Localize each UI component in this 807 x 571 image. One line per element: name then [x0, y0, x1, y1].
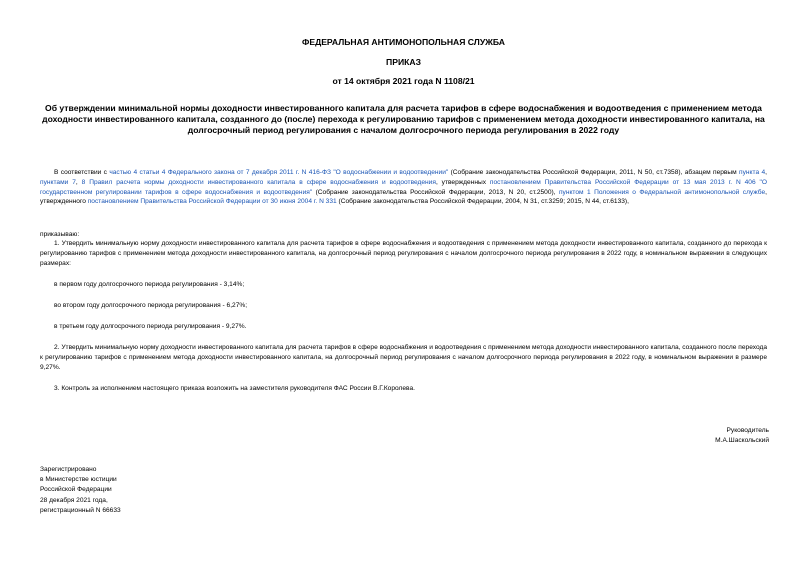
registration-line: в Министерстве юстиции: [40, 476, 117, 484]
order-word: приказываю:: [40, 231, 80, 238]
fas-regulation-point-1-link[interactable]: пунктом 1 Положения о Федеральной антимонопольной службе: [558, 188, 766, 196]
resolution-406-link[interactable]: постановлением Правительства Российской Федерации от 13 мая 2013 г. N 406 "О государственном регулировании тарифов в сфере водоснабжения и водоотведения": [40, 178, 768, 196]
registration-number: регистрационный N 66633: [40, 506, 121, 514]
resolution-331-link[interactable]: постановлением Правительства Российской Федерации от 30 июня 2004 г. N 331: [87, 198, 337, 206]
item-1-year-2: во втором году долгосрочного периода регулирования - 6,27%;: [54, 302, 248, 309]
item-1-year-3: в третьем году долгосрочного периода регулирования - 9,27%.: [54, 323, 247, 330]
basis-text: , утвержденных: [435, 178, 490, 186]
rules-point-8-link[interactable]: 8 Правил расчета нормы доходности инвестированного капитала в сфере водоснабжения и водоотведения: [81, 178, 436, 186]
basis-text: В соответствии с: [54, 169, 110, 176]
basis-text: (Собрание законодательства Российской Федерации, 2013, N 20, ст.2500),: [312, 188, 559, 196]
basis-text: (Собрание законодательства Российской Федерации, 2011, N 50, ст.7358), абзацем первым: [448, 169, 740, 176]
item-1-year-1: в первом году долгосрочного периода регулирования - 3,14%;: [54, 281, 245, 288]
registration-date: 28 декабря 2021 года,: [40, 496, 108, 504]
item-3-paragraph: 3. Контроль за исполнением настоящего приказа возложить на заместителя руководителя ФАС России В.Г.Королева.: [54, 385, 415, 392]
rules-point-4-link[interactable]: пункта 4: [739, 169, 766, 176]
basis-text: ,: [765, 169, 767, 176]
document-title: Об утверждении минимальной нормы доходности инвестированного капитала для расчета тарифов в сфере водоснабжения и водоотведения с применением метода доходности инвестированного капитала, созданного до (после) перехода к регулированию тарифов с применением метода доходности инвестированного капитала, на долгосрочный период регулирования с началом долгосрочного периода регулирования в 2022 году: [42, 103, 765, 135]
item-1-paragraph: 1. Утвердить минимальную норму доходности инвестированного капитала для расчета тарифов в сфере водоснабжения и водоотведения с применением метода доходности инвестированного капитала, созданного до перехода к регулированию тарифов с применением метода доходности инвестированного капитала, на долгосрочный период регулирования с началом долгосрочного периода регулирования в 2022 году, в номинальном выражении в следующих размерах:: [40, 240, 767, 267]
rules-point-7-link[interactable]: пунктами 7: [40, 178, 76, 186]
registration-line: Зарегистрировано: [40, 466, 97, 473]
item-2-paragraph: 2. Утвердить минимальную норму доходности инвестированного капитала для расчета тарифов в сфере водоснабжения и водоотведения с применением метода доходности инвестированного капитала, созданного после перехода к регулированию тарифов с применением метода доходности инвестированного капитала, на долгосрочный период регулирования с началом долгосрочного периода регулирования в 2022 году, в номинальном выражении в размере 9,27%.: [40, 344, 767, 371]
signatory-position: Руководитель: [726, 427, 769, 434]
basis-text: (Собрание законодательства Российской Федерации, 2004, N 31, ст.3259; 2015, N 44, ст.6133),: [336, 198, 629, 206]
registration-block: [40, 465, 121, 516]
document-date-number: от 14 октября 2021 года N 1108/21: [332, 76, 475, 86]
basis-text: , утвержденного: [40, 188, 767, 206]
basis-paragraph: [40, 168, 767, 207]
signatory-name: М.А.Шаскольский: [715, 437, 769, 444]
document-type-heading: ПРИКАЗ: [386, 57, 421, 67]
organization-heading: ФЕДЕРАЛЬНАЯ АНТИМОНОПОЛЬНАЯ СЛУЖБА: [302, 37, 505, 47]
law-416-fz-link[interactable]: частью 4 статьи 4 Федерального закона от 7 декабря 2011 г. N 416-ФЗ "О водоснабжении и водоотведении": [109, 169, 449, 176]
basis-text: ,: [75, 178, 82, 186]
registration-line: Российской Федерации: [40, 486, 112, 494]
